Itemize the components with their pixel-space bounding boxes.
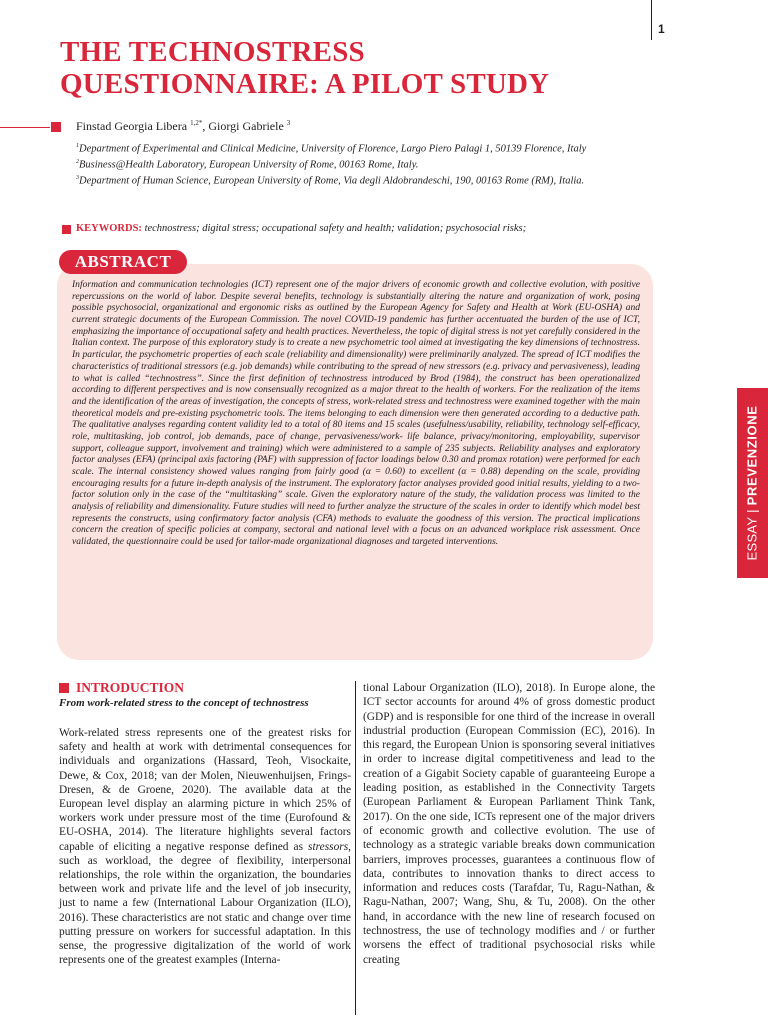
affiliation-2-text: Business@Health Laboratory, European University of Rome, 00163 Rome, Italy. [79, 159, 419, 171]
author-1-affiliation: 1,2* [190, 119, 203, 127]
affiliation-3-number: 3 [76, 175, 79, 181]
body-column-2: tional Labour Organization (ILO), 2018). In Europe alone, the ICT sector accounts for around 4% of gross domestic product (GDP) and is responsible for one third of the increase in overall industrial production (European Commission (EC), 2016). In this regard, the European Union is sponsoring several initiatives in order to increase digital competitiveness and lead to the creation of a Gigabit Society capable of guaranteeing Europe a leading position, as established in the Connectivity Targets (European Parliament & European Parliament Think Tank, 2017). On the one side, ICTs represent one of the major drivers of economic growth and collective evolution. The use of technology as a strategic variable breaks down communication barriers, improves processes, guarantees a continuous flow of data, contributes to innovation thanks to direct access to information and reduces costs (Tarafdar, Tu, Ragu-Nathan, & Ragu-Nathan, 2007; Wang, Shu, & Tu, 2008). On the other hand, in accordance with the new line of research focused on technostress, the use of technology modifies and / or further worsens the effect of traditional psychosocial risks while creating [363, 682, 655, 966]
side-label-separator: | [744, 505, 760, 517]
body-column-1 [59, 726, 351, 967]
abstract-heading: ABSTRACT [59, 250, 187, 274]
affiliation-1 [76, 140, 654, 156]
column-divider [355, 681, 356, 1015]
affiliations [76, 140, 654, 188]
col1-emphasis: stressors [308, 840, 349, 853]
affiliation-2 [76, 156, 654, 172]
section-side-label [745, 406, 760, 561]
affiliation-1-text: Department of Experimental and Clinical Medicine, University of Florence, Largo Piero Palagi 1, 50139 Florence, Italy [79, 143, 587, 155]
affiliation-2-number: 2 [76, 159, 79, 165]
keywords [76, 222, 656, 235]
author-1: Finstad Georgia Libera [76, 119, 188, 133]
author-2-affiliation: 3 [286, 119, 291, 127]
keywords-text: technostress; digital stress; occupational safety and health; validation; psychosocial risks; [141, 223, 527, 234]
col1-text-part1: Work-related stress represents one of the greatest risks for safety and health at work with detrimental consequences for individuals and organizations (Hassard, Teoh, Visockaite, Dewe, & Cox, 2018; van der Molen, Nieuwenhuijsen, Frings-Dresen, & de Groene, 2020). The available data at the European level display an alarming picture in which 25% of workers work under pressure most of the time (Eurofound & EU-OSHA, 2014). The literature highlights several factors capable of eliciting a negative response defined as [59, 727, 351, 853]
side-label-section: PREVENZIONE [744, 405, 760, 506]
authors-rule [0, 127, 50, 128]
author-separator: , [202, 119, 209, 133]
author-2: Giorgi Gabriele [208, 119, 284, 133]
title-line-1: THE TECHNOSTRESS [60, 36, 365, 68]
affiliation-3-text: Department of Human Science, European University of Rome, Via degli Aldobrandeschi, 190, 00163 Rome (RM), Italia. [79, 175, 585, 187]
introduction-subheading: From work-related stress to the concept of technostress [59, 697, 309, 709]
page-number: 1 [658, 22, 665, 36]
keywords-bullet-icon [62, 225, 71, 234]
authors-line [76, 119, 290, 134]
side-label-essay: ESSAY [744, 516, 760, 561]
authors-bullet-icon [51, 122, 61, 132]
page-title [60, 36, 660, 100]
introduction-bullet-icon [59, 683, 69, 693]
title-line-2: QUESTIONNAIRE: A PILOT STUDY [60, 68, 550, 100]
header-rule [651, 0, 652, 40]
keywords-label: KEYWORDS: [76, 223, 142, 234]
abstract-text: Information and communication technologies (ICT) represent one of the major drivers of economic growth and collective evolution, with positive repercussions on the world of labor. Despite several benefits, technology is substantially altering the nature and organization of work, posing possible psychosocial, organizational and ergonomic risks as outlined by the European Agency for Safety and Health at Work (EU-OSHA) and current strategic documents of the European Commission. The novel COVID-19 pandemic has further accentuated the burden of the use of ICT, emphasizing the importance of occupational safety and health practices. Nevertheless, the topic of digital stress is not yet carefully considered in the Italian context. The purpose of this exploratory study is to create a new psychometric tool aimed at investigating the key dimensions of technostress. In particular, the psychometric properties of each scale (reliability and dimensionality) were preliminarily analyzed. The spread of ICT modifies the characteristics of traditional stressors (e.g. job demands) while contributing to the spread of new stressors (e.g. privacy and pervasiveness), leading to what is called “technostress”. Since the first definition of technostress introduced by Brod (1984), the construct has been operationalized according to different perspectives and is now consensually recognized as a major threat to the health of workers. For the realization of the items and the identification of the areas of investigation, the concepts of stress, work-related stress and technostress were examined together with the main theoretical models and pre-existing psychometric tools. The items belonging to each dimension were then generated according to a deductive path. The qualitative analyses regarding content validity led to a total of 80 items and 15 scales (usefulness/usability, reliability, technology self-efficacy, role, multitasking, job control, job demands, pace of change, pervasiveness/work- life balance, privacy/monitoring, employability, supervisor support, colleague support, involvement and training) which were administered to a sample of 235 subjects. Reliability analyses and exploratory factor analyses (EFA) (principal axis factoring (PAF) with suppression of factor loadings below 0.30 and promax rotation) were performed for each scale. The internal consistency showed values ranging from fairly good (α = 0.60) to excellent (α = 0.88) depending on the scale, providing encouraging results for a future in-depth analysis of the instrument. The exploratory factor analyses provided good initial results, yielding to a two-factor solution only in the case of the “multitasking” scale. Given the exploratory nature of the study, the validation process was limited to the analysis of reliability and dimensionality. Future studies will need to further analyze the structure of the scales in order to identify which model best represents the constructs, using confirmatory factor analysis (CFA) methods to evaluate the goodness of this version. The practical implications concern the creation of specific policies at company, sectoral and national level with a focus on an advanced workplace risk assessment. Once validated, the questionnaire could be used for tailor-made organizational diagnoses and targeted interventions. [72, 279, 640, 548]
col1-text-part2: , such as workload, the degree of flexibility, interpersonal relationships, the role within the organization, the boundaries between work and private life and the level of job insecurity, just to name a few (International Labour Organization (ILO), 2016). These characteristics are not static and change over time putting pressure on workers for successful adaptation. In this sense, the progressive digitalization of the world of work represents one of the greatest examples (Interna- [59, 840, 351, 967]
affiliation-3 [76, 172, 654, 188]
affiliation-1-number: 1 [76, 143, 79, 149]
introduction-heading: INTRODUCTION [76, 680, 185, 695]
